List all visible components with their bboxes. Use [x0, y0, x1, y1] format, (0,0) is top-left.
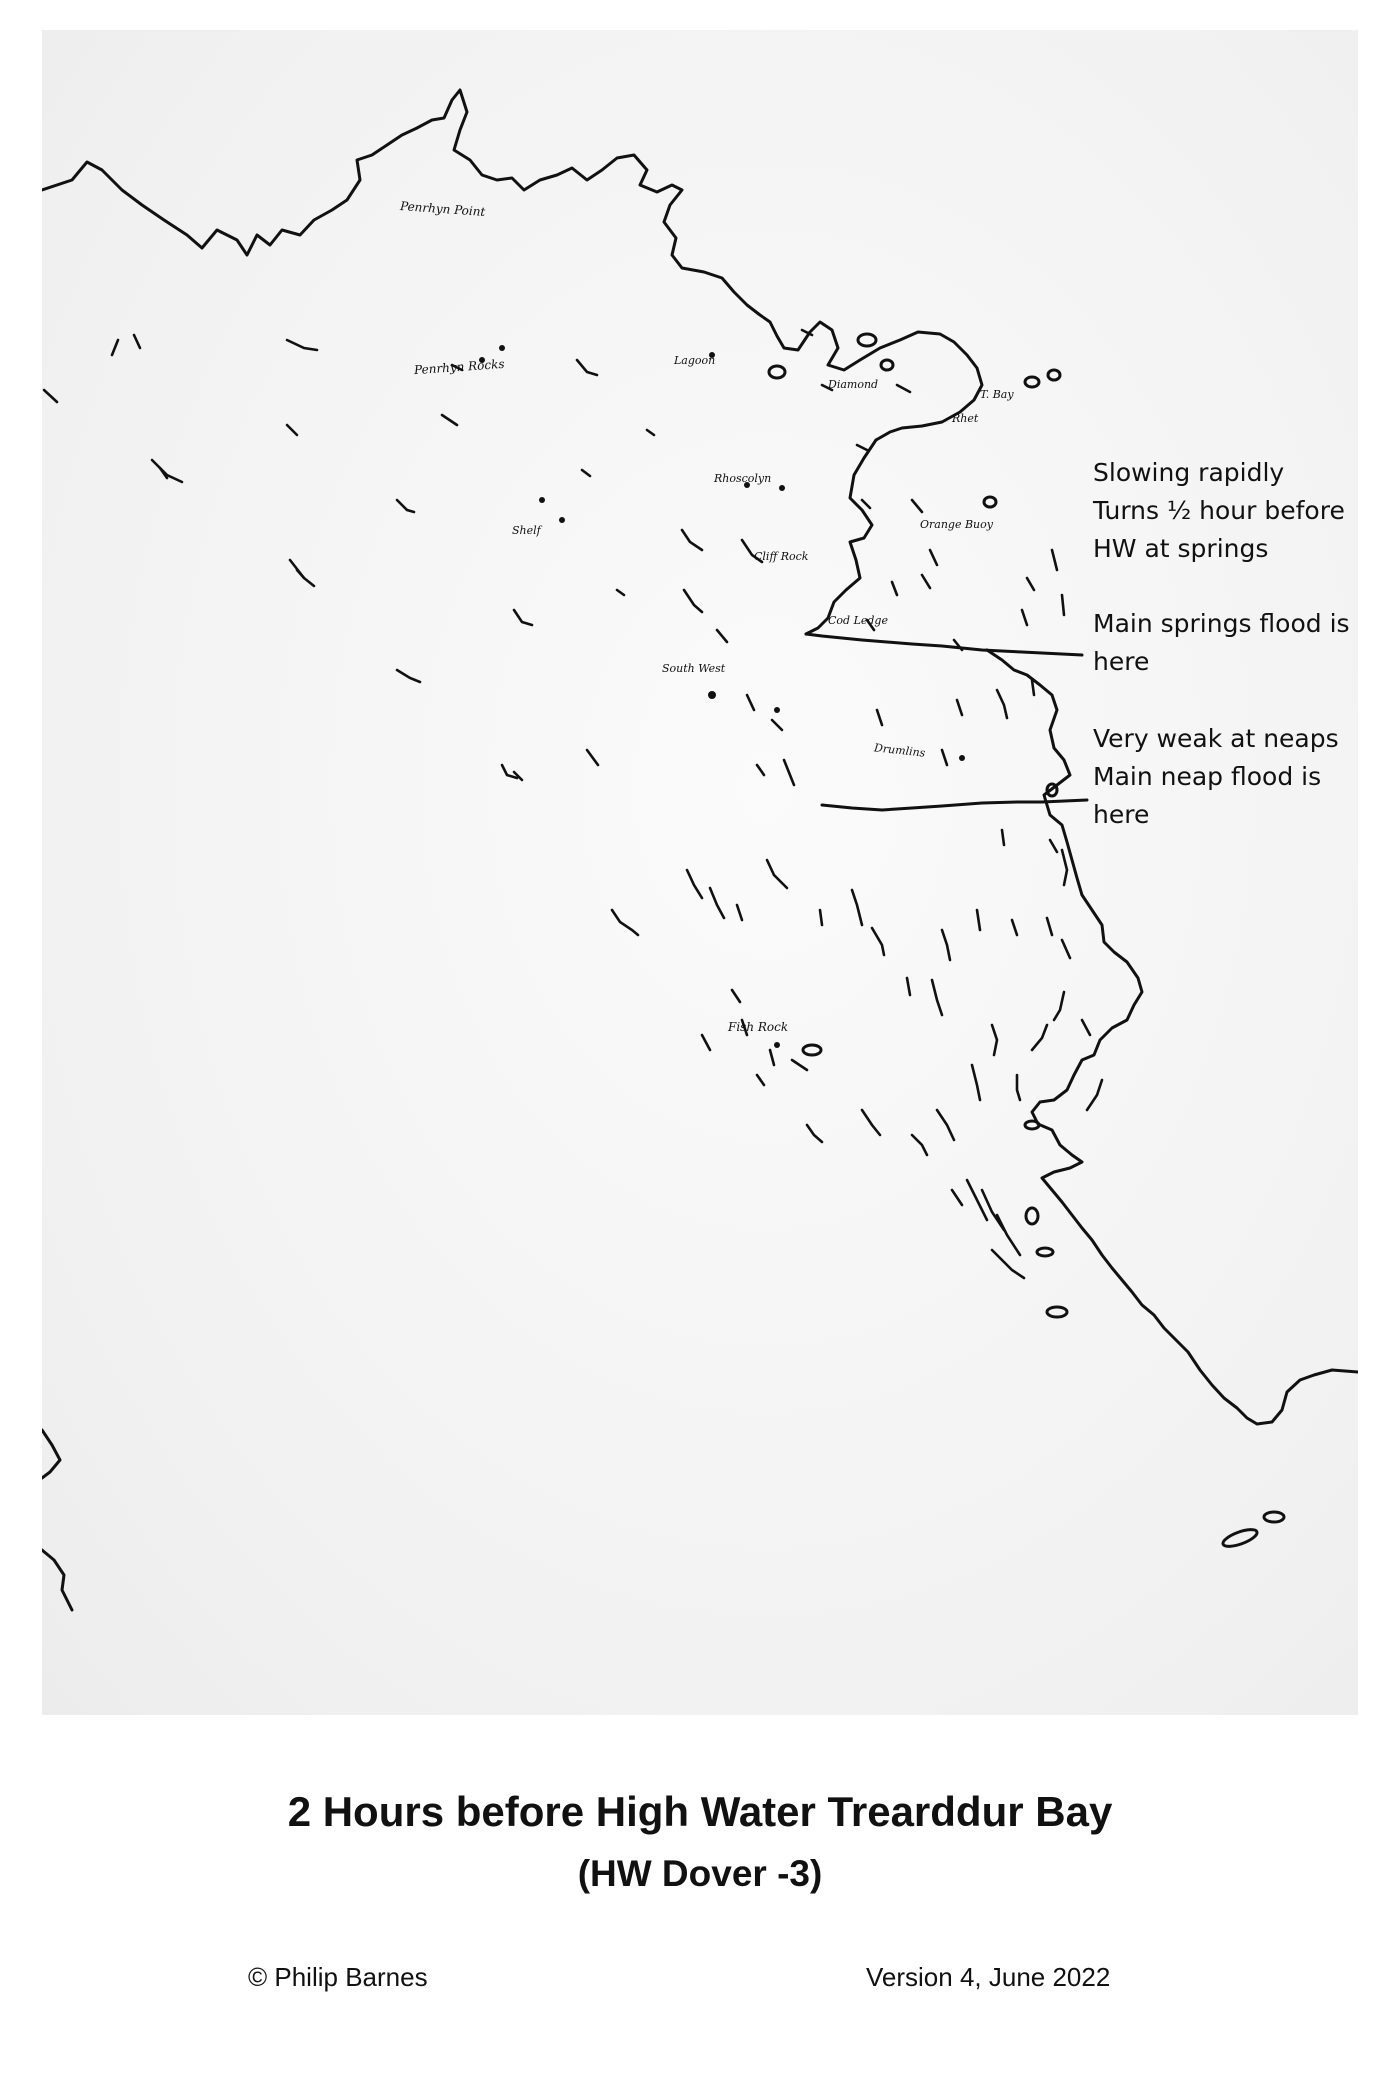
- annotation-turn: [1093, 454, 1345, 568]
- annotation-springs-line-1: Main springs flood is: [1093, 609, 1350, 638]
- islet: [1048, 370, 1060, 380]
- copyright-notice: © Philip Barnes: [248, 1962, 428, 1992]
- islet: [984, 497, 996, 507]
- rock-markers: [479, 345, 965, 1048]
- place-label-south-west: South West: [662, 662, 726, 675]
- coastline-sketch: [42, 30, 1358, 1715]
- islet: [1221, 1526, 1259, 1550]
- annotation-springs: [1093, 605, 1350, 681]
- place-label-shelf: Shelf: [512, 524, 541, 537]
- place-label-cod-ledge: Cod Ledge: [828, 614, 888, 627]
- tidal-stream-arrows: [44, 330, 1102, 1278]
- annotation-neaps-line-1: Very weak at neaps: [1093, 724, 1339, 753]
- place-label-orange-buoy: Orange Buoy: [920, 518, 993, 531]
- place-label-t-bay: T. Bay: [980, 388, 1014, 401]
- annotation-turn-line-3: HW at springs: [1093, 534, 1269, 563]
- west-coast-fragment-upper: [42, 1430, 60, 1478]
- annotation-springs-line-2: here: [1093, 647, 1150, 676]
- place-label-rhoscolyn: Rhoscolyn: [714, 472, 772, 485]
- place-label-drumlins: Drumlins: [873, 741, 926, 760]
- annotation-neaps: [1093, 720, 1339, 834]
- version-notice: Version 4, June 2022: [866, 1962, 1111, 1992]
- islet: [1026, 1208, 1038, 1224]
- place-label-diamond: Diamond: [828, 378, 879, 391]
- mid-coastline: [987, 650, 1082, 895]
- annotation-neaps-line-2: Main neap flood is: [1093, 762, 1322, 791]
- annotation-turn-line-1: Slowing rapidly: [1093, 458, 1285, 487]
- west-coast-fragment-lower: [42, 1550, 72, 1610]
- springs-flood-line: [806, 634, 1082, 655]
- islet: [769, 366, 785, 378]
- islet: [1047, 1307, 1067, 1317]
- place-label-fish-rock: Fish Rock: [728, 1020, 789, 1034]
- place-label-lagoon: Lagoon: [674, 354, 716, 367]
- annotation-turn-line-2: Turns ½ hour before: [1093, 496, 1345, 525]
- place-label-penrhyn-rocks: Penrhyn Rocks: [413, 356, 505, 378]
- place-label-rhet: Rhet: [952, 412, 979, 425]
- annotation-neaps-line-3: here: [1093, 800, 1150, 829]
- islet: [881, 360, 893, 370]
- islet: [1037, 1248, 1053, 1256]
- islet: [803, 1045, 821, 1055]
- page-title: 2 Hours before High Water Trearddur Bay: [287, 1788, 1113, 1835]
- place-label-cliff-rock: Cliff Rock: [754, 550, 809, 563]
- islet: [858, 334, 876, 346]
- south-coastline: [1032, 895, 1358, 1424]
- bay-outline: [806, 440, 876, 634]
- tidal-chart-map: [42, 30, 1358, 1715]
- page-subtitle: (HW Dover -3): [577, 1853, 823, 1894]
- islet: [1264, 1512, 1284, 1522]
- islet: [1025, 377, 1039, 387]
- place-label-penrhyn-point: Penrhyn Point: [399, 199, 486, 219]
